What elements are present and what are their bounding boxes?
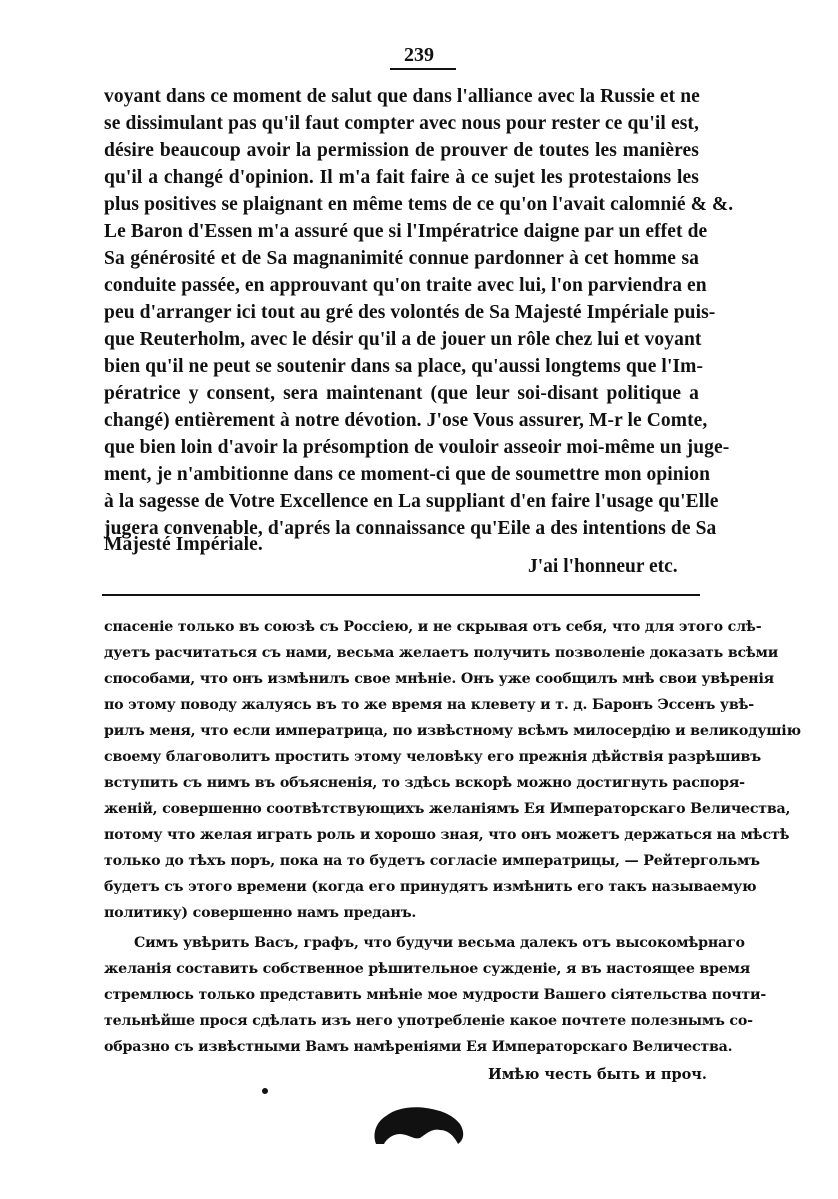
russian-line: по этому поводу жалуясь въ то же время на клевету и т. д. Баронъ Эссенъ увѣ- [104, 697, 754, 713]
ink-dot [262, 1088, 268, 1094]
french-line: ment, je n'ambitionne dans ce moment-ci que de soumettre mon opinion [104, 464, 711, 485]
russian-line: дуетъ расчитаться съ нами, весьма желаетъ получить позволеніе доказать всѣми [104, 645, 779, 661]
russian-line: будетъ съ этого времени (когда его принудятъ измѣнить его такъ называемую [104, 879, 757, 895]
russian-line: рилъ меня, что если императрица, по извѣстному всѣмъ милосердію и великодушію [104, 723, 801, 739]
french-line: qu'il a changé d'opinion. Il m'a fait faire à ce sujet les protestaions les [104, 167, 699, 188]
russian-paragraph2-line: желанія составить собственное рѣшительное сужденіе, я въ настоящее время [104, 961, 751, 977]
russian-paragraph2-line: тельнѣйше прося сдѣлать изъ него употребленіе какое почтете полезнымъ со- [104, 1013, 753, 1029]
french-line: voyant dans ce moment de salut que dans l'alliance avec la Russie et ne [104, 86, 700, 107]
french-line: conduite passée, en approuvant qu'on traite avec lui, l'on parviendra en [104, 275, 707, 296]
french-line: changé) entièrement à notre dévotion. J'ose Vous assurer, M-r le Comte, [104, 410, 708, 431]
russian-line: политику) совершенно намъ преданъ. [104, 905, 417, 921]
french-line: Le Baron d'Essen m'a assuré que si l'Impératrice daigne par un effet de [104, 221, 708, 242]
french-line: pératrice y consent, sera maintenant (que leur soi-disant politique a [104, 383, 699, 404]
russian-line: способами, что онъ измѣнилъ свое мнѣніе. Онъ уже сообщилъ мнѣ свои увѣренія [104, 671, 774, 687]
french-line: Sa générosité et de Sa magnanimité connue pardonner à cet homme sa [104, 248, 699, 269]
french-line: bien qu'il ne peut se soutenir dans sa place, qu'aussi longtems que l'Im- [104, 356, 704, 377]
french-line: se dissimulant pas qu'il faut compter avec nous pour rester ce qu'il est, [104, 113, 699, 134]
russian-paragraph2-line: образно съ извѣстными Вамъ намѣреніями Ея Императорскаго Величества. [104, 1039, 733, 1055]
french-line: jugera convenable, d'aprés la connaissance qu'Eile a des intentions de Sa [104, 518, 717, 539]
page-number: 239 [404, 44, 434, 66]
french-line: à la sagesse de Votre Excellence en La suppliant d'en faire l'usage qu'Elle [104, 491, 719, 512]
page-number-underline [390, 68, 456, 70]
section-divider [102, 594, 700, 596]
russian-line: своему благоволитъ простить этому человѣку его прежнія дѣйствія разрѣшивъ [104, 749, 761, 765]
french-line: que Reuterholm, avec le désir qu'il a de jouer un rôle chez lui et voyant [104, 329, 702, 350]
french-line: Majesté Impériale. [104, 534, 263, 555]
ink-blot-icon [370, 1104, 466, 1146]
russian-line: потому что желая играть роль и хорошо зная, что онъ можетъ держаться на мѣстѣ [104, 827, 790, 843]
french-line: peu d'arranger ici tout au gré des volontés de Sa Majesté Impériale puis- [104, 302, 716, 323]
russian-paragraph2-line: стремлюсь только представить мнѣніе мое мудрости Вашего сіятельства почти- [104, 987, 767, 1003]
french-line: que bien loin d'avoir la présomption de vouloir asseoir moi-même un juge- [104, 437, 730, 458]
russian-paragraph2-line: Симъ увѣрить Васъ, графъ, что будучи весьма далекъ отъ высокомѣрнаго [134, 935, 745, 951]
french-line: désire beaucoup avoir la permission de prouver de toutes les manières [104, 140, 699, 161]
russian-line: спасеніе только въ союзѣ съ Россіею, и не скрывая отъ себя, что для этого слѣ- [104, 619, 762, 635]
french-signoff: J'ai l'honneur etc. [528, 556, 678, 577]
russian-line: вступить съ нимъ въ объясненія, то здѣсь вскорѣ можно достигнуть распоря- [104, 775, 745, 791]
russian-line: только до тѣхъ поръ, пока на то будетъ согласіе императрицы, — Рейтергольмъ [104, 853, 760, 869]
russian-signoff: Имѣю честь быть и проч. [488, 1066, 707, 1083]
russian-line: женій, совершенно соотвѣтствующихъ желаніямъ Ея Императорскаго Величества, [104, 801, 791, 817]
french-line: plus positives se plaignant en même tems de ce qu'on l'avait calomnié & &. [104, 194, 734, 215]
